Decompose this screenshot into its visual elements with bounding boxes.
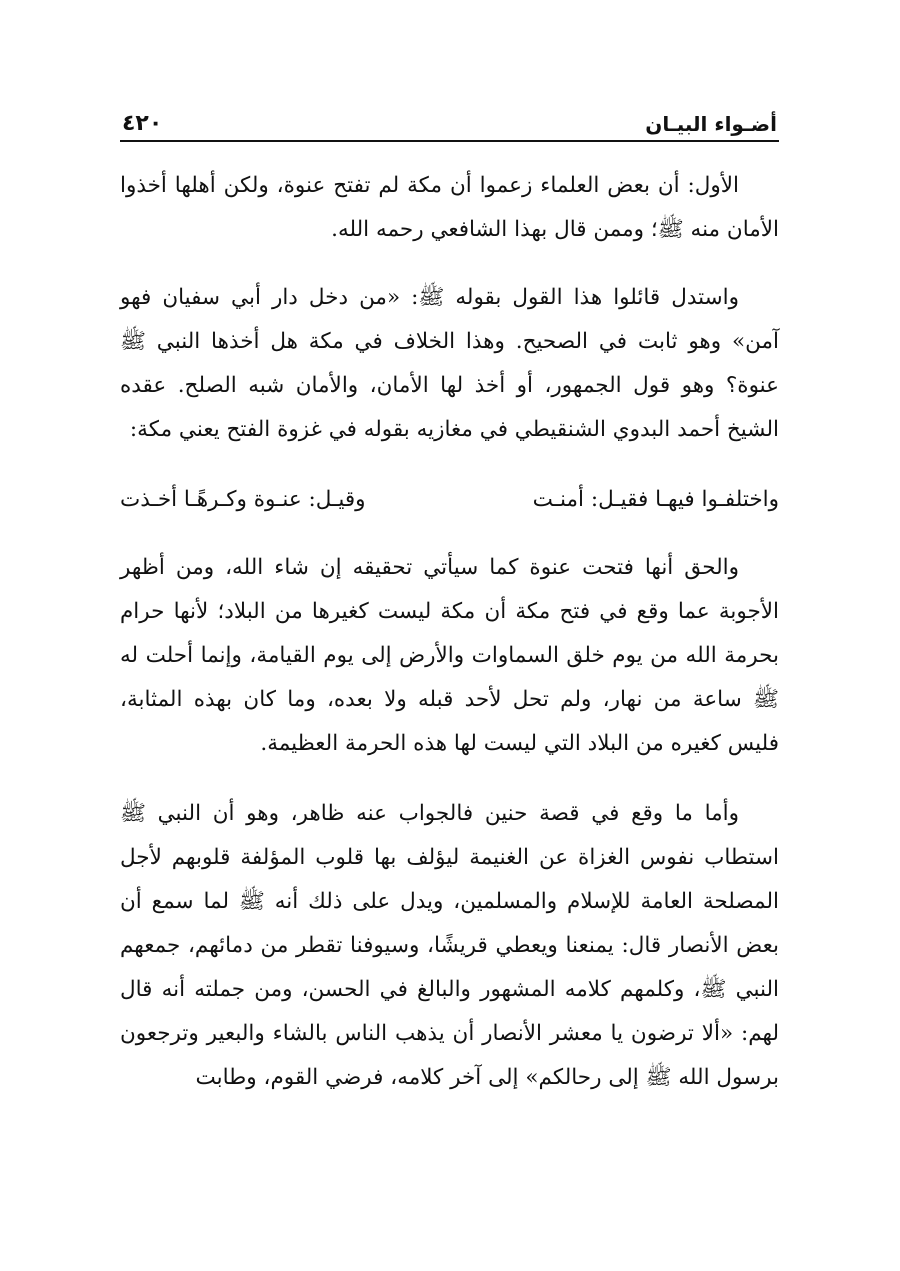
book-title: أضـواء البيـان — [645, 112, 777, 136]
page-body — [120, 164, 779, 1100]
page-number: ٤٢٠ — [122, 111, 163, 136]
paragraph-first-opinion: الأول: أن بعض العلماء زعموا أن مكة لم تفتح عنوة، ولكن أهلها أخذوا الأمان منه ﷺ؛ وممن قال بهذا الشافعي رحمه الله. — [120, 173, 779, 242]
poetry-verse — [120, 478, 779, 522]
running-header — [120, 100, 779, 142]
paragraph-hunayn: وأما ما وقع في قصة حنين فالجواب عنه ظاهر، وهو أن النبي ﷺ استطاب نفوس الغزاة عن الغنيمة ليؤلف بها قلوب المؤلفة قلوبهم لأجل المصلحة العامة للإسلام والمسلمين، ويدل على ذلك أنه ﷺ لما سمع أن بعض الأنصار قال: يمنعنا ويعطي قريشًا، وسيوفنا تقطر من دمائهم، جمعهم النبي ﷺ، وكلمهم كلامه المشهور والبالغ في الحسن، ومن جملته أنه قال لهم: «ألا ترضون يا معشر الأنصار أن يذهب الناس بالشاء والبعير وترجعون برسول الله ﷺ إلى رحالكم» إلى آخر كلامه، فرضي القوم، وطابت — [120, 801, 779, 1090]
verse-first-hemistich: واختلفـوا فيهـا فقيـل: أمنـت — [532, 487, 779, 512]
book-page — [120, 100, 779, 1100]
verse-second-hemistich: وقيـل: عنـوة وكـرهًـا أخـذت — [120, 487, 366, 512]
paragraph-truth: والحق أنها فتحت عنوة كما سيأتي تحقيقه إن شاء الله، ومن أظهر الأجوبة عما وقع في فتح مكة أن مكة ليست كغيرها من البلاد؛ لأنها حرام بحرمة الله من يوم خلق السماوات والأرض إلى يوم القيامة، وإنما أحلت له ﷺ ساعة من نهار، ولم تحل لأحد قبله ولا بعده، وما كان بهذه المثابة، فليس كغيره من البلاد التي ليست لها هذه الحرمة العظيمة. — [120, 555, 779, 756]
paragraph-evidence: واستدل قائلوا هذا القول بقوله ﷺ: «من دخل دار أبي سفيان فهو آمن» وهو ثابت في الصحيح. وهذا الخلاف في مكة هل أخذها النبي ﷺ عنوة؟ وهو قول الجمهور، أو أخذ لها الأمان، والأمان شبه الصلح. عقده الشيخ أحمد البدوي الشنقيطي في مغازيه بقوله في غزوة الفتح يعني مكة: — [120, 285, 779, 442]
